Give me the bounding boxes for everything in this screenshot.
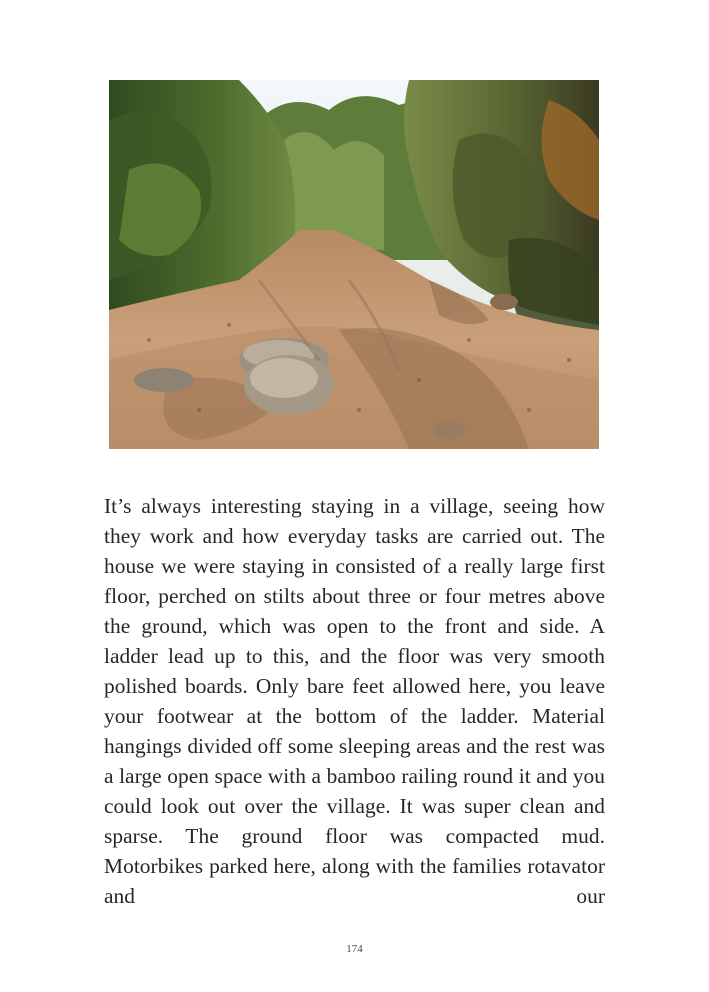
dirt-track-photo <box>109 80 599 449</box>
body-paragraph: It’s always interesting staying in a village, seeing how they work and how everyday tasks are carried out. The house we were staying in consisted of a really large first floor, perched on stilts about three or four metres above the ground, which was open to the front and side. A ladder lead up to this, and the floor was very smooth polished boards. Only bare feet allowed here, you leave your footwear at the bottom of the ladder. Material hangings divided off some sleeping areas and the rest was a large open space with a bamboo railing round it and you could look out over the village. It was super clean and sparse. The ground floor was compacted mud. Motorbikes parked here, along with the families rotavator and our <box>104 494 605 908</box>
page-number: 174 <box>346 943 363 955</box>
